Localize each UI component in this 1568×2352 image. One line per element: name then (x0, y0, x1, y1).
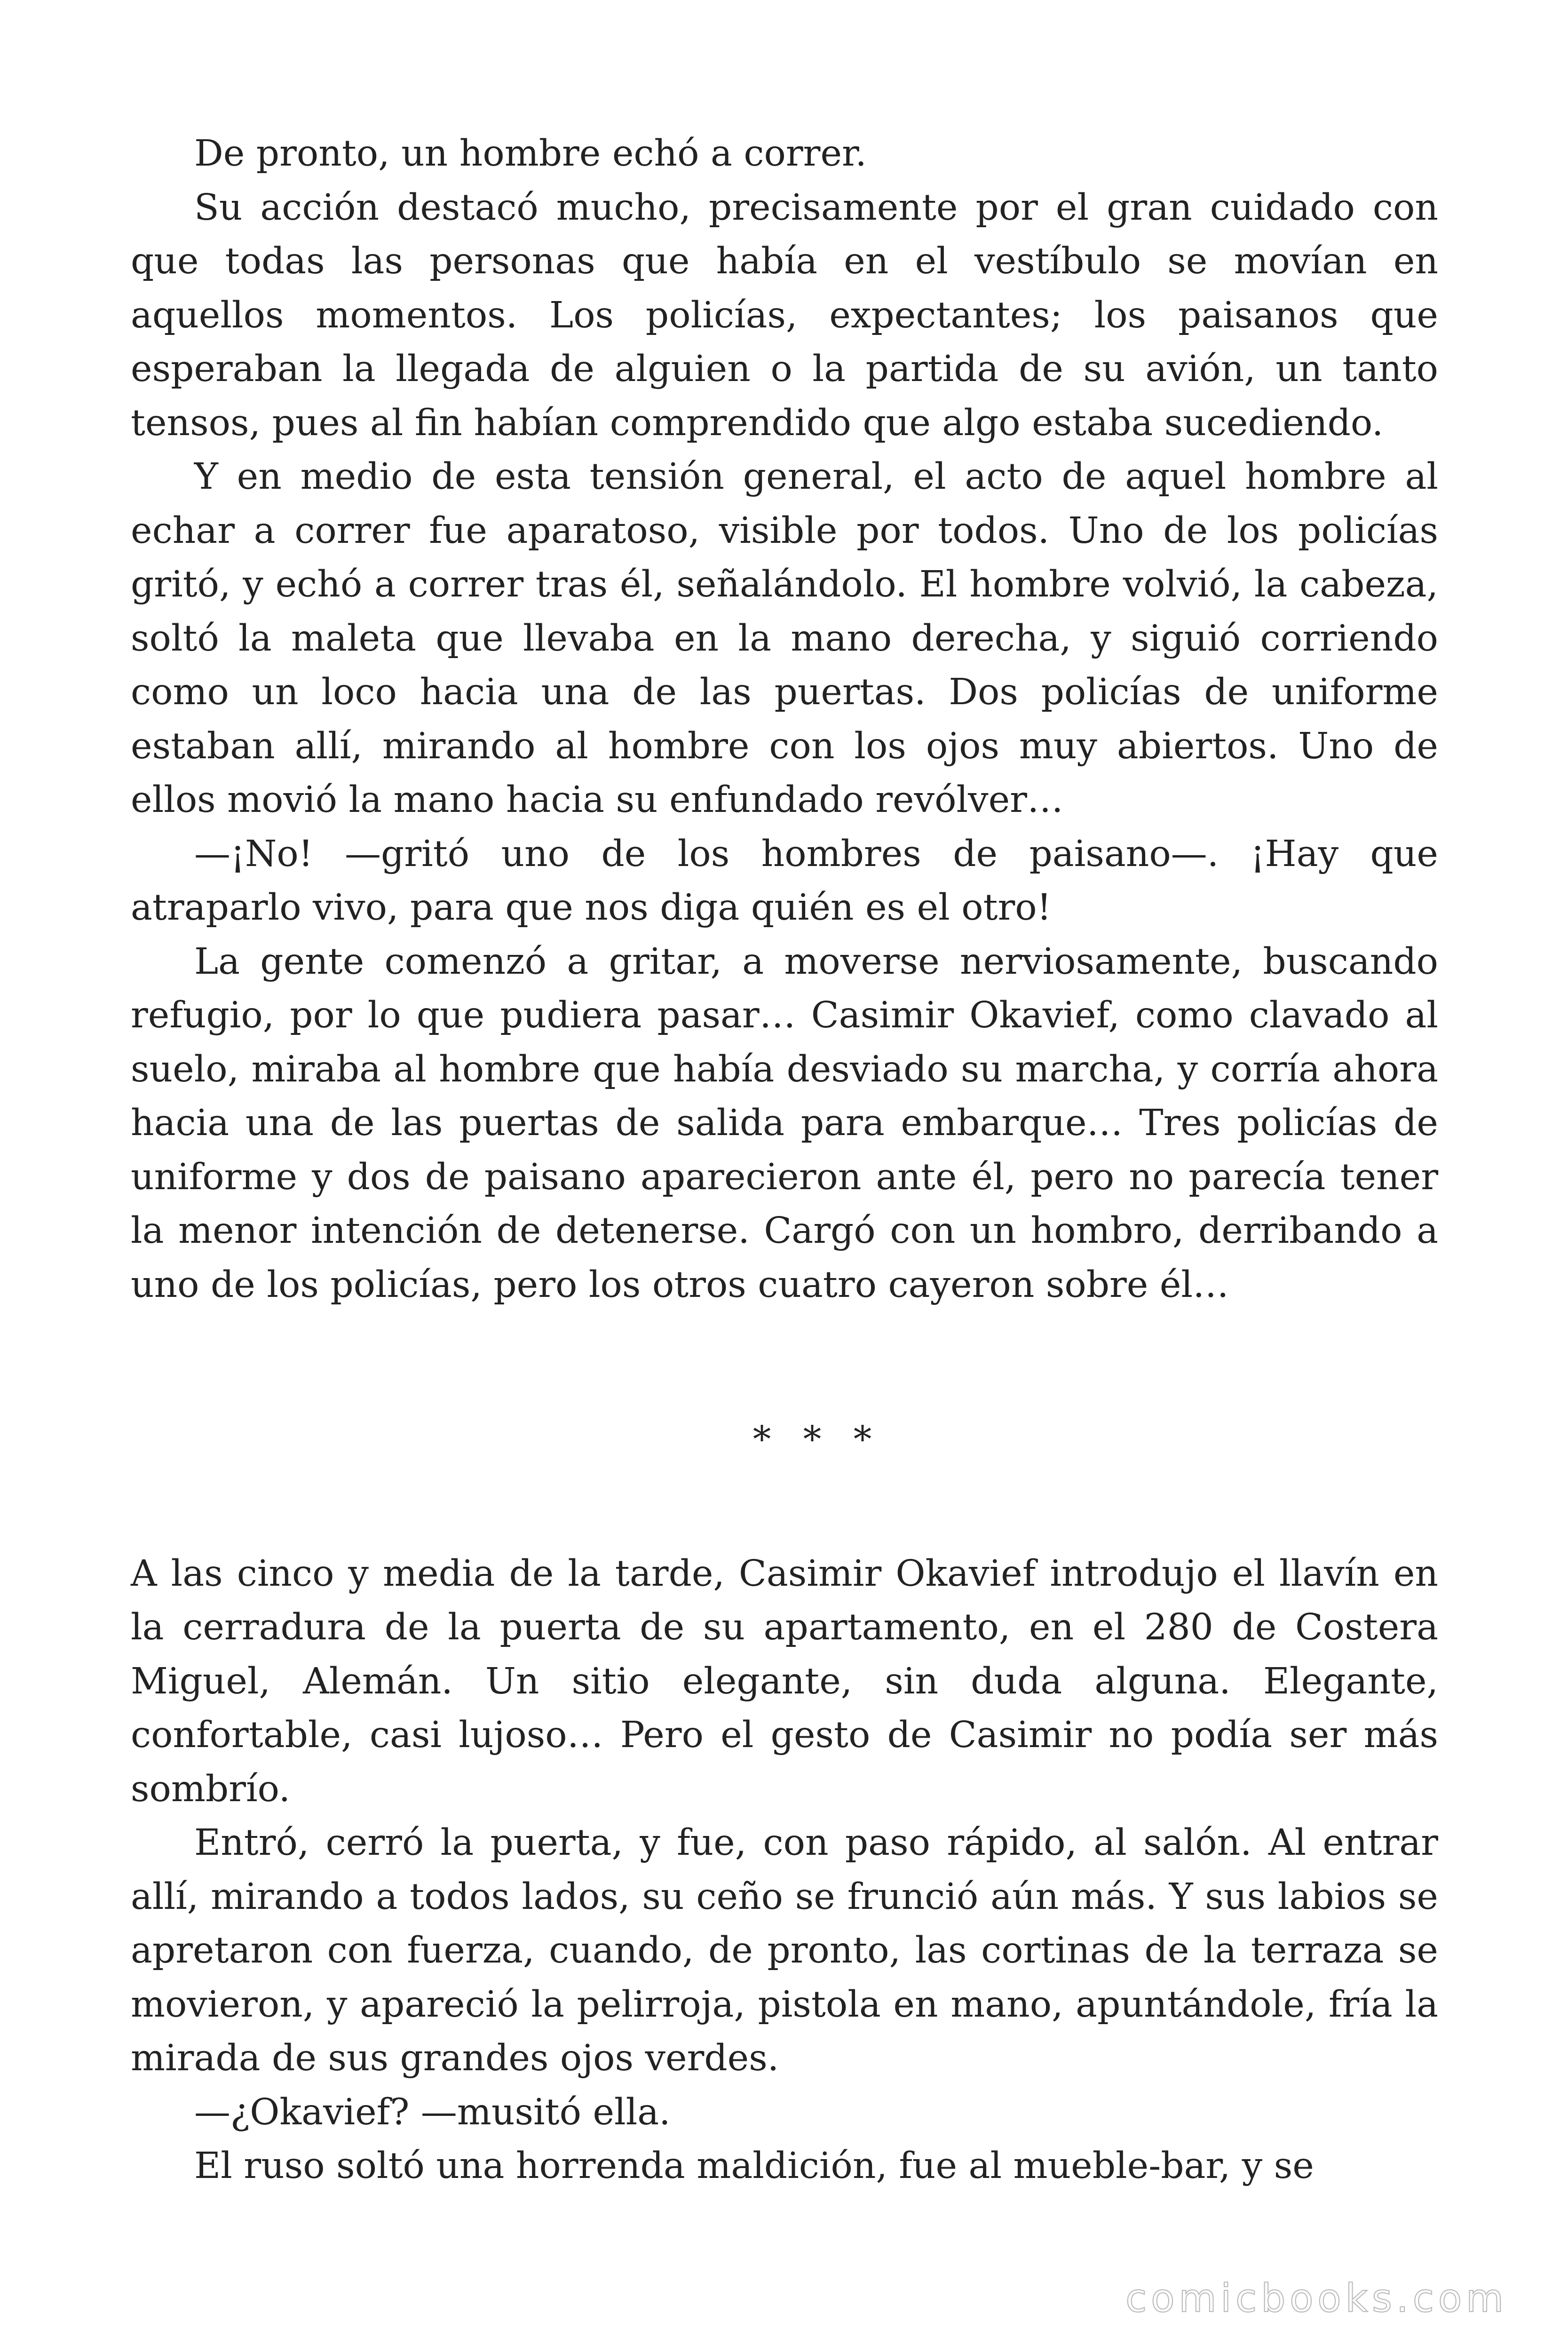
paragraph: La gente comenzó a gritar, a moverse nerviosamente, buscando refugio, por lo que pudiera pasar… Casimir Okavief, como clavado al suelo, miraba al hombre que había desviado su marcha, y corría ahora hacia una de las puertas de salida para embarque… Tres policías de uniforme y dos de paisano aparecieron ante él, pero no parecía tener la menor intención de detenerse. Cargó con un hombro, derribando a uno de los policías, pero los otros cuatro cayeron sobre él… (131, 940, 1438, 1306)
paragraph: —¡No! —gritó uno de los hombres de paisano—. ¡Hay que atraparlo vivo, para que nos diga quién es el otro! (131, 833, 1438, 929)
section-separator: * * * (752, 1419, 882, 1461)
paragraph: De pronto, un hombre echó a correr. (194, 133, 867, 175)
paragraph: —¿Okavief? —musitó ella. (194, 2091, 671, 2133)
page-body (131, 127, 1438, 2193)
paragraph: Su acción destacó mucho, precisamente por el gran cuidado con que todas las personas que había en el vestíbulo se movían en aquellos momentos. Los policías, expectantes; los paisanos que esperaban la llegada de alguien o la partida de su avión, un tanto tensos, pues al fin habían comprendido que algo estaba sucediendo. (131, 186, 1438, 444)
paragraph: A las cinco y media de la tarde, Casimir Okavief introdujo el llavín en la cerradura de la puerta de su apartamento, en el 280 de Costera Miguel, Alemán. Un sitio elegante, sin duda alguna. Elegante, confortable, casi lujoso… Pero el gesto de Casimir no podía ser más sombrío. (131, 1552, 1438, 1810)
paragraph: Entró, cerró la puerta, y fue, con paso rápido, al salón. Al entrar allí, mirando a todos lados, su ceño se frunció aún más. Y sus labios se apretaron con fuerza, cuando, de pronto, las cortinas de la terraza se movieron, y apareció la pelirroja, pistola en mano, apuntándole, fría la mirada de sus grandes ojos verdes. (131, 1822, 1438, 2079)
paragraph: Y en medio de esta tensión general, el acto de aquel hombre al echar a correr fue aparatoso, visible por todos. Uno de los policías gritó, y echó a correr tras él, señalándolo. El hombre volvió, la cabeza, soltó la maleta que llevaba en la mano derecha, y siguió corriendo como un loco hacia una de las puertas. Dos policías de uniforme estaban allí, mirando al hombre con los ojos muy abiertos. Uno de ellos movió la mano hacia su enfundado revólver… (131, 456, 1438, 821)
paragraph: El ruso soltó una horrenda maldición, fue al mueble-bar, y se (194, 2145, 1314, 2187)
watermark: comicbooks.com (1125, 2276, 1508, 2321)
